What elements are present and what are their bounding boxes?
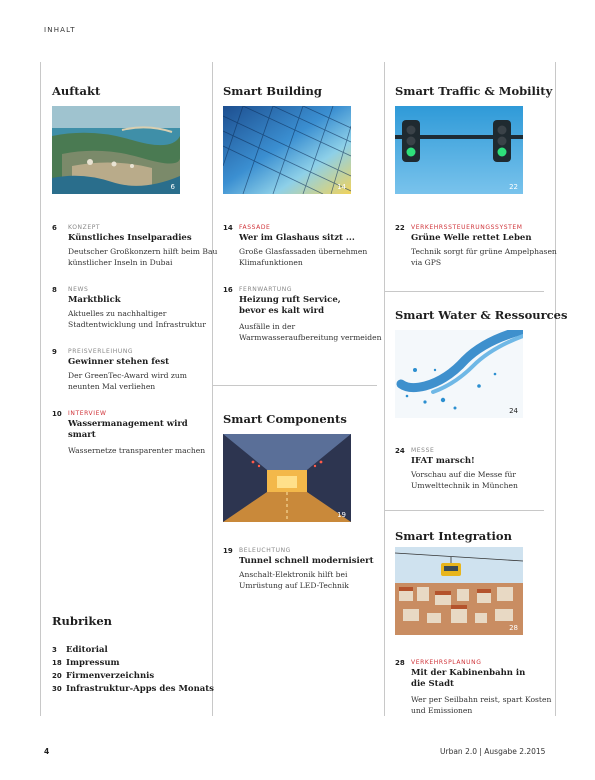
entry-headline: Heizung ruft Service, bevor es kalt wird	[239, 295, 341, 316]
section-tag: INHALT	[44, 26, 76, 34]
section-title-smart-traffic: Smart Traffic & Mobility	[395, 84, 553, 98]
section-title-auftakt: Auftakt	[52, 84, 101, 98]
cable-car-photo[interactable]	[395, 547, 523, 635]
section-title-rubriken: Rubriken	[52, 614, 113, 628]
entry-headline: Marktblick	[68, 295, 121, 305]
entry-page: 19	[223, 547, 233, 555]
entry-kicker: BELEUCHTUNG	[239, 547, 291, 554]
entry-kicker: NEWS	[68, 286, 89, 293]
section-title-smart-building: Smart Building	[223, 84, 322, 98]
entry-page: 28	[395, 659, 405, 667]
entry-headline: Mit der Kabinenbahn in die Stadt	[411, 668, 526, 689]
section-title-smart-water: Smart Water & Ressources	[395, 308, 568, 322]
entry-headline: Tunnel schnell modernisiert	[239, 556, 374, 566]
entry-description: Ausfälle in der Warmwasseraufbereitung vermeiden	[239, 322, 382, 342]
tunnel-photo[interactable]	[223, 434, 351, 522]
entry-description: Aktuelles zu nachhaltiger Stadtentwicklung und Infrastruktur	[68, 309, 206, 329]
entry-page: 16	[223, 286, 233, 294]
entry-kicker: INTERVIEW	[68, 410, 107, 417]
entry-description: Technik sorgt für grüne Ampelphasen via GPS	[411, 247, 557, 267]
entry-description: Wer per Seilbahn reist, spart Kosten und Emissionen	[411, 695, 552, 715]
entry-page: 22	[395, 224, 405, 232]
entry-kicker: VERKEHRSPLANUNG	[411, 659, 482, 666]
entry-headline: Wer im Glashaus sitzt ...	[239, 233, 355, 243]
photo-page-number: 28	[509, 624, 518, 632]
photo-page-number: 22	[509, 183, 518, 191]
column-divider	[555, 62, 556, 716]
rubrik-page: 3	[52, 646, 57, 654]
rubrik-page: 18	[52, 659, 62, 667]
entry-page: 8	[52, 286, 57, 294]
rubrik-label: Infrastruktur-Apps des Monats	[66, 684, 214, 694]
entry-description: Deutscher Großkonzern hilft beim Bau künstlicher Inseln in Dubai	[68, 247, 218, 267]
entry-headline: Gewinner stehen fest	[68, 357, 170, 367]
section-divider	[212, 385, 377, 386]
entry-kicker: FASSADE	[239, 224, 271, 231]
entry-description: Vorschau auf die Messe für Umwelttechnik in München	[411, 470, 518, 490]
water-splash-photo[interactable]	[395, 330, 523, 418]
entry-description: Große Glasfassaden übernehmen Klimafunktionen	[239, 247, 368, 267]
page-number: 4	[44, 747, 50, 756]
entry-description: Der GreenTec-Award wird zum neunten Mal verliehen	[68, 371, 187, 391]
entry-description: Anschalt-Elektronik hilft bei Umrüstung auf LED-Technik	[239, 570, 349, 590]
island-photo[interactable]	[52, 106, 180, 194]
entry-headline: Künstliches Inselparadies	[68, 233, 192, 243]
entry-description: Wassernetze transparenter machen	[68, 446, 206, 455]
entry-page: 6	[52, 224, 57, 232]
entry-kicker: PREISVERLEIHUNG	[68, 348, 134, 355]
section-title-smart-integration: Smart Integration	[395, 529, 512, 543]
photo-page-number: 24	[509, 407, 518, 415]
rubrik-page: 20	[52, 672, 62, 680]
entry-headline: Wassermanagement wird smart	[68, 419, 188, 440]
entry-page: 9	[52, 348, 57, 356]
entry-page: 10	[52, 410, 62, 418]
entry-kicker: FERNWARTUNG	[239, 286, 293, 293]
entry-kicker: VERKEHRSSTEUERUNGSSYSTEM	[411, 224, 523, 231]
section-title-smart-components: Smart Components	[223, 412, 347, 426]
column-divider	[384, 62, 385, 716]
rubrik-page: 30	[52, 685, 62, 693]
rubrik-label: Impressum	[66, 658, 120, 668]
entry-headline: IFAT marsch!	[411, 456, 475, 466]
photo-page-number: 6	[170, 183, 175, 191]
entry-page: 14	[223, 224, 233, 232]
entry-headline: Grüne Welle rettet Leben	[411, 233, 532, 243]
entry-page: 24	[395, 447, 405, 455]
photo-page-number: 19	[337, 511, 346, 519]
publication-info: Urban 2.0 | Ausgabe 2.2015	[440, 747, 546, 756]
photo-page-number: 14	[337, 183, 346, 191]
rubrik-label: Editorial	[66, 645, 108, 655]
section-divider	[384, 291, 544, 292]
column-divider	[40, 62, 41, 716]
entry-kicker: KONZEPT	[68, 224, 101, 231]
section-divider	[384, 510, 544, 511]
glass-facade-photo[interactable]	[223, 106, 351, 194]
traffic-light-photo[interactable]	[395, 106, 523, 194]
entry-kicker: MESSE	[411, 447, 435, 454]
rubrik-label: Firmenverzeichnis	[66, 671, 155, 681]
